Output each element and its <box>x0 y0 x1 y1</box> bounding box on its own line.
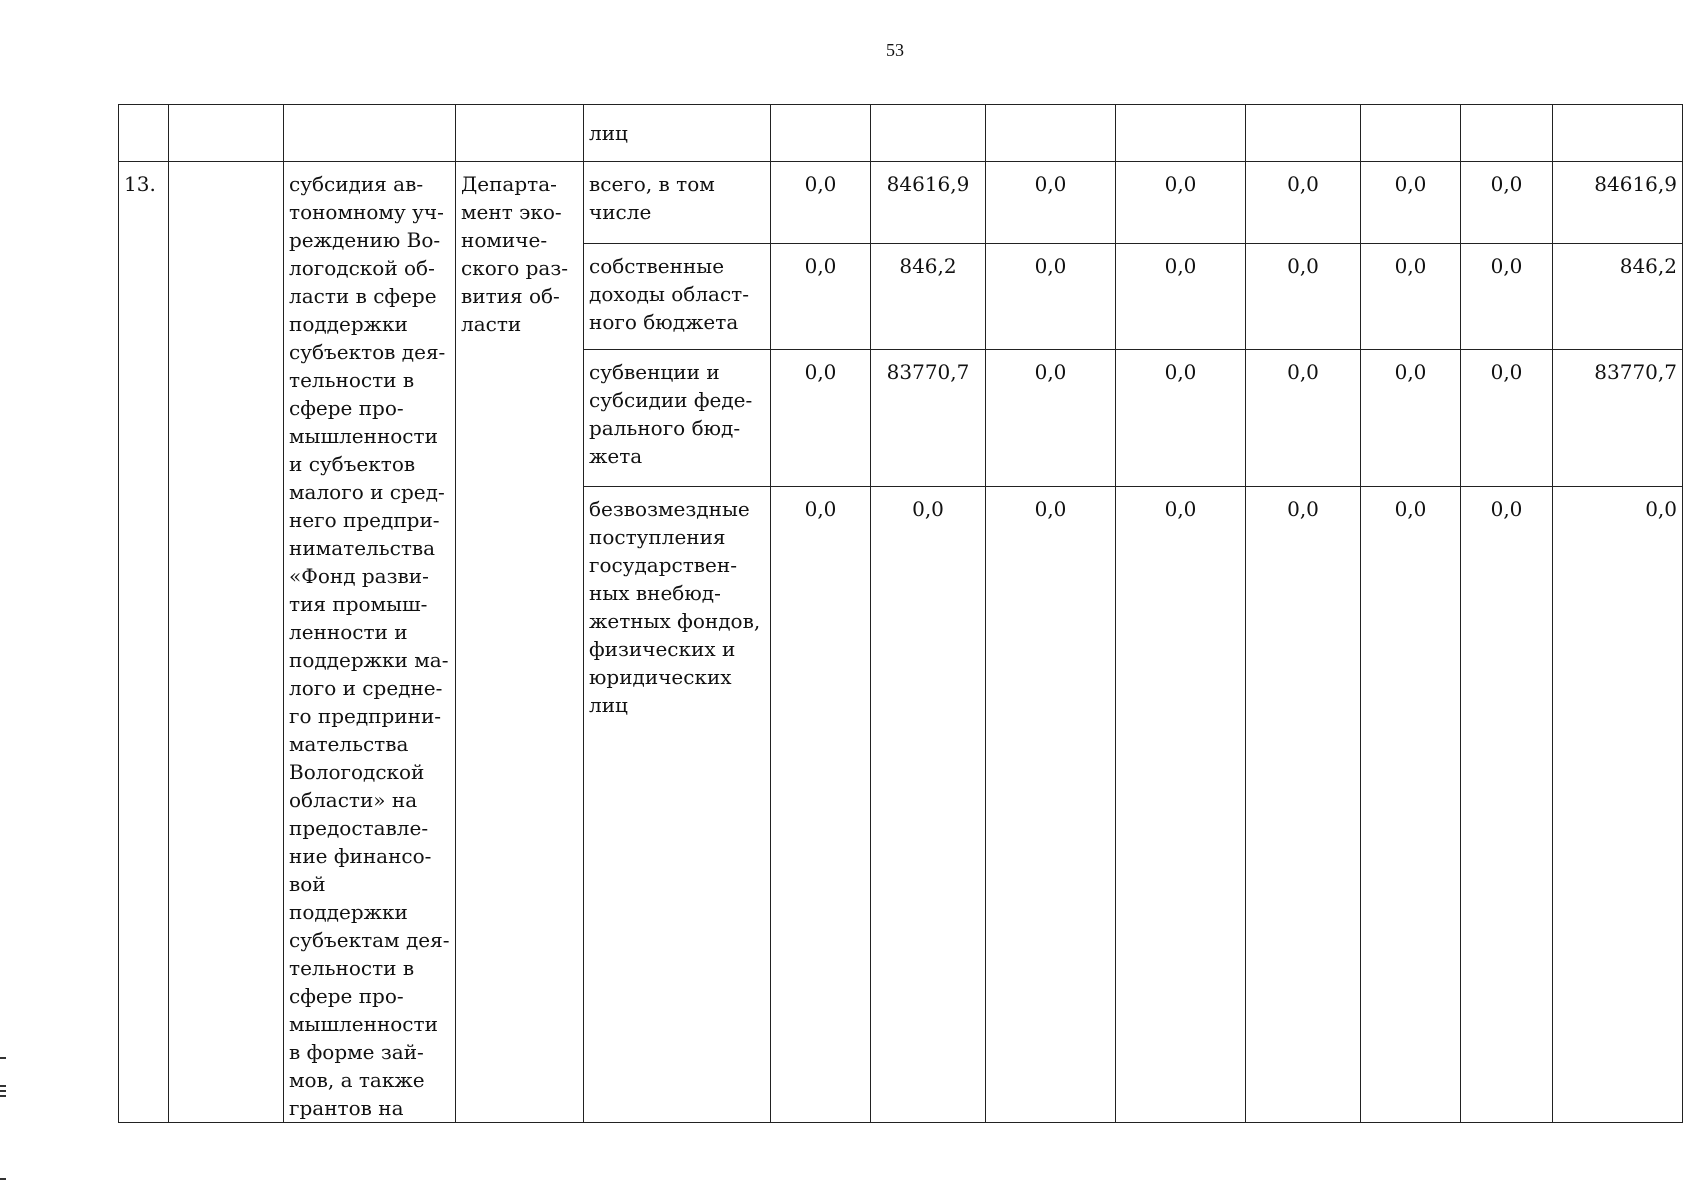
value-cell: 0,0 <box>1246 162 1361 244</box>
page-number: 53 <box>886 40 904 60</box>
table-row-continuation <box>119 105 1683 162</box>
value-cell: 0,0 <box>986 350 1116 487</box>
source-cell: безвозмездные поступления государствен-ных внебюд-жетных фондов, физических и юридических лиц <box>584 486 771 1122</box>
value-cell: 0,0 <box>771 243 871 349</box>
source-cell: собственные доходы област-ного бюджета <box>584 243 771 349</box>
value-cell: 0,0 <box>1461 350 1553 487</box>
scan-mark <box>0 1095 6 1097</box>
value-cell: 0,0 <box>1461 486 1553 1122</box>
value-cell: 0,0 <box>1116 162 1246 244</box>
source-cell: всего, в том числе <box>584 162 771 244</box>
value-cell: 0,0 <box>1553 486 1683 1122</box>
source-cell: субвенции и субсидии феде-рального бюд-жета <box>584 350 771 487</box>
scan-mark <box>0 1085 6 1087</box>
value-cell: 0,0 <box>771 486 871 1122</box>
value-cell: 846,2 <box>1553 243 1683 349</box>
cell-empty <box>771 105 871 162</box>
value-cell: 0,0 <box>986 486 1116 1122</box>
item-number: 13. <box>119 162 169 1123</box>
value-cell: 0,0 <box>771 162 871 244</box>
item-executor: Департа-мент эко-номиче-ского раз-вития об-ласти <box>456 162 584 1123</box>
item-description: субсидия ав-тономному уч-реждению Во-логодской об-ласти в сфере поддержки субъектов дея-тельности в сфере про-мышленности и субъектов малого и сред-него предпри-нимательства «Фонд разви-тия промыш-ленности и поддержки ма-лого и средне-го предприни-мательства Вологодской области» на предоставле-ние финансо-вой поддержки субъектам дея-тельности в сфере про-мышленности в форме зай-мов, а также грантов на <box>284 162 456 1123</box>
cell-empty <box>1553 105 1683 162</box>
cell-empty <box>986 105 1116 162</box>
value-cell: 0,0 <box>1116 350 1246 487</box>
value-cell: 0,0 <box>1116 486 1246 1122</box>
table-row-total <box>119 162 1683 244</box>
cell-empty <box>871 105 986 162</box>
scan-mark <box>0 1057 6 1059</box>
cell-empty <box>284 105 456 162</box>
cell-empty <box>119 105 169 162</box>
value-cell: 0,0 <box>1246 350 1361 487</box>
cell-empty <box>169 162 284 1123</box>
value-cell: 0,0 <box>871 486 986 1122</box>
value-cell: 0,0 <box>1116 243 1246 349</box>
value-cell: 0,0 <box>1461 162 1553 244</box>
value-cell: 0,0 <box>1361 243 1461 349</box>
value-cell: 83770,7 <box>871 350 986 487</box>
value-cell: 0,0 <box>1361 350 1461 487</box>
value-cell: 0,0 <box>986 162 1116 244</box>
value-cell: 0,0 <box>1361 486 1461 1122</box>
value-cell: 0,0 <box>1361 162 1461 244</box>
cell-empty <box>1461 105 1553 162</box>
scan-mark <box>0 1178 6 1180</box>
cell-empty <box>1361 105 1461 162</box>
cell-empty <box>169 105 284 162</box>
value-cell: 84616,9 <box>871 162 986 244</box>
value-cell: 0,0 <box>1246 486 1361 1122</box>
value-cell: 0,0 <box>1461 243 1553 349</box>
cell-empty <box>1116 105 1246 162</box>
cell-empty <box>456 105 584 162</box>
value-cell: 84616,9 <box>1553 162 1683 244</box>
value-cell: 0,0 <box>1246 243 1361 349</box>
cell-empty <box>1246 105 1361 162</box>
value-cell: 83770,7 <box>1553 350 1683 487</box>
budget-table <box>118 104 1683 1123</box>
value-cell: 0,0 <box>986 243 1116 349</box>
value-cell: 0,0 <box>771 350 871 487</box>
source-cell: лиц <box>584 105 771 162</box>
value-cell: 846,2 <box>871 243 986 349</box>
scan-mark <box>0 1090 6 1092</box>
